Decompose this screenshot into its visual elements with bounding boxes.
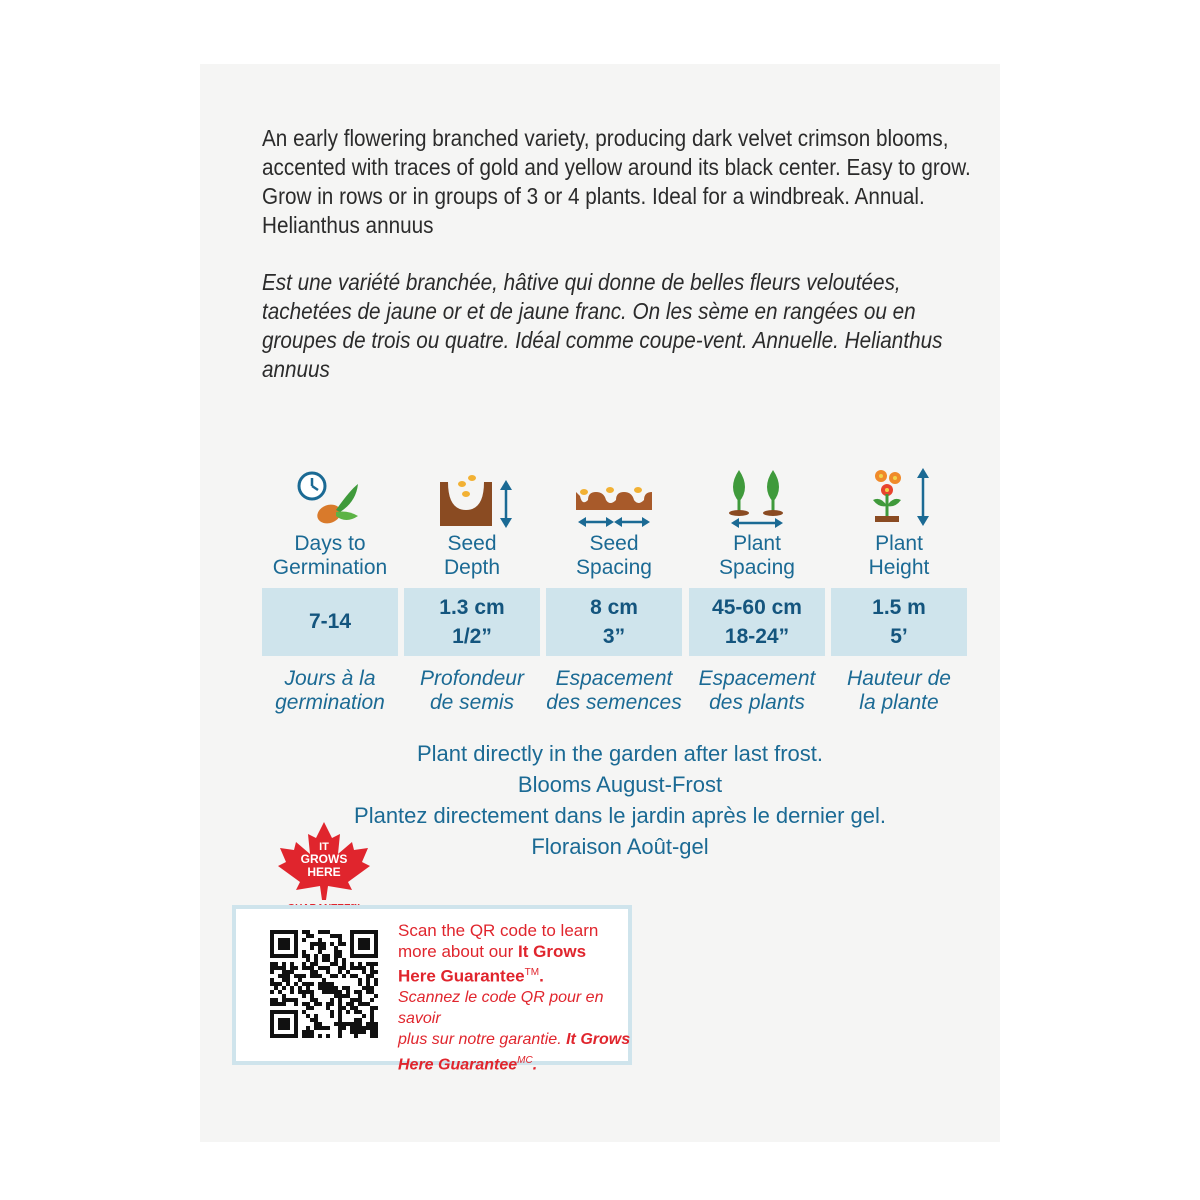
description-line: tachetées de jaune or et de jaune franc. On les sème en rangées ou en <box>262 298 916 324</box>
qr-text-bold: It Grows <box>566 1030 631 1048</box>
description-english <box>262 124 971 240</box>
qr-code[interactable] <box>266 926 382 1042</box>
value-plant-height <box>831 588 967 656</box>
description-french <box>262 268 943 384</box>
qr-text-line: Scannez le code QR pour en savoir <box>398 988 604 1027</box>
qr-text-line: more about our <box>398 942 519 961</box>
label-line: germination <box>275 691 385 714</box>
qr-text-line: Scan the QR code to learn <box>398 921 599 940</box>
label-espacement-plants <box>689 667 825 715</box>
sowing-instruction: Plant directly in the garden after last frost. <box>417 741 823 766</box>
value-text: 18-24” <box>724 625 790 648</box>
label-plant-spacing <box>689 532 825 580</box>
label-line: des semences <box>546 691 682 714</box>
label-line: Depth <box>443 556 501 579</box>
label-line: Plant <box>875 532 923 555</box>
label-line: Seed <box>447 532 497 555</box>
sowing-instruction-french: Plantez directement dans le jardin après le dernier gel. <box>354 803 886 828</box>
value-text: 1.5 m <box>872 596 926 619</box>
label-seed-spacing <box>546 532 682 580</box>
label-line: la plante <box>859 691 939 714</box>
label-line: Seed <box>589 532 639 555</box>
bloom-period: Blooms August-Frost <box>517 772 723 797</box>
qr-description <box>398 920 638 1075</box>
description-line: Est une variété branchée, hâtive qui donne de belles fleurs veloutées, <box>262 269 901 295</box>
logo-text: GROWS <box>300 852 348 866</box>
label-line: Jours à la <box>284 667 376 690</box>
label-line: Height <box>868 556 930 579</box>
qr-text-end: . <box>539 966 544 986</box>
logo-text: HERE <box>307 865 341 879</box>
label-jours-germination <box>262 667 398 715</box>
plant-spacing-icon <box>689 466 825 530</box>
clock-seedling-icon <box>262 466 398 530</box>
label-line: de semis <box>429 691 515 714</box>
label-line: des plants <box>709 691 805 714</box>
label-line: Hauteur de <box>847 667 951 690</box>
trademark-mark: MC <box>517 1054 533 1066</box>
qr-text-bold: Here Guarantee <box>398 966 525 986</box>
label-line: Profondeur <box>420 667 524 690</box>
value-text: 1.3 cm <box>439 596 505 619</box>
label-line: Germination <box>272 556 388 579</box>
label-plant-height <box>831 532 967 580</box>
value-seed-spacing <box>546 588 682 656</box>
label-days-to-germination <box>262 532 398 580</box>
description-line: An early flowering branched variety, producing dark velvet crimson blooms, <box>262 125 949 151</box>
qr-text-bold: It Grows <box>518 942 587 961</box>
seed-spacing-icon <box>546 466 682 530</box>
plant-height-icon <box>831 466 967 530</box>
label-line: Plant <box>733 532 781 555</box>
description-line: Grow in rows or in groups of 3 or 4 plants. Ideal for a windbreak. Annual. <box>262 183 925 209</box>
label-line: Spacing <box>576 556 652 579</box>
bloom-period-french: Floraison Août-gel <box>531 834 709 859</box>
value-days-to-germination <box>262 588 398 656</box>
qr-text-end: . <box>532 1055 538 1073</box>
description-line: annuus <box>262 356 330 382</box>
value-text: 7-14 <box>308 610 352 633</box>
value-seed-depth <box>404 588 540 656</box>
qr-text-bold: Here Guarantee <box>398 1055 518 1073</box>
label-seed-depth <box>404 532 540 580</box>
trademark-mark: TM <box>524 967 540 978</box>
value-text: 45-60 cm <box>712 596 802 619</box>
value-text: 1/2” <box>452 625 492 648</box>
description-line: accented with traces of gold and yellow around its black center. Easy to grow. <box>262 154 971 180</box>
seed-depth-icon <box>404 466 540 530</box>
description-line: groupes de trois ou quatre. Idéal comme coupe-vent. Annuelle. Helianthus <box>262 327 943 353</box>
label-espacement-semences <box>546 667 682 715</box>
label-profondeur-semis <box>404 667 540 715</box>
label-line: Espacement <box>555 667 673 690</box>
label-hauteur-plante <box>831 667 967 715</box>
label-line: Spacing <box>719 556 795 579</box>
label-line: Espacement <box>698 667 816 690</box>
description-line: Helianthus annuus <box>262 212 434 238</box>
value-text: 3” <box>602 625 626 648</box>
label-line: Days to <box>294 532 366 555</box>
qr-text-line: plus sur notre garantie. <box>398 1030 567 1048</box>
value-text: 5’ <box>890 625 908 648</box>
it-grows-here-logo <box>268 820 380 916</box>
value-text: 8 cm <box>590 596 638 619</box>
logo-text: IT <box>319 841 329 853</box>
value-plant-spacing <box>689 588 825 656</box>
